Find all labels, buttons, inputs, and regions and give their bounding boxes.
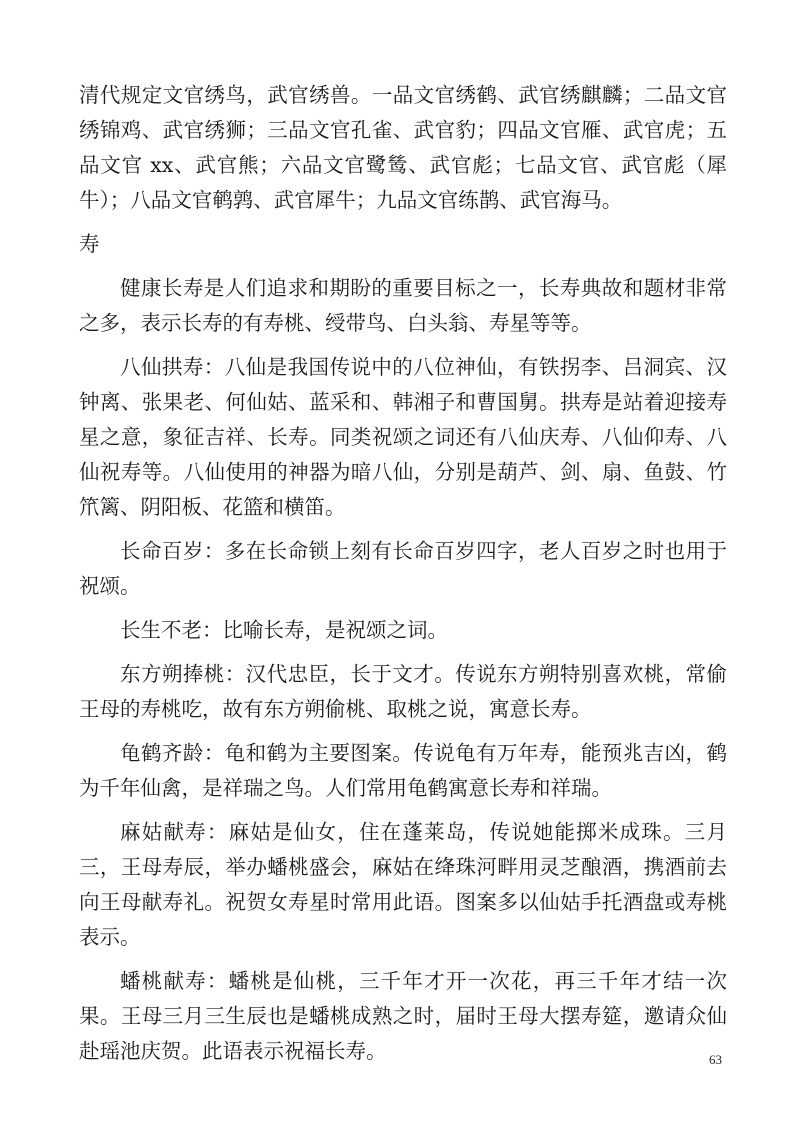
paragraph-magu: 麻姑献寿：麻姑是仙女，住在蓬莱岛，传说她能掷米成珠。三月三，王母寿辰，举办蟠桃盛会，麻姑在绛珠河畔用灵芝酿酒，携酒前去向王母献寿礼。祝贺女寿星时常用此语。图案多以仙姑手托酒盘或寿桃表示。 (79, 820, 727, 949)
section-heading-longevity: 寿 (79, 232, 100, 256)
paragraph-official-insignia: 清代规定文官绣鸟，武官绣兽。一品文官绣鹤、武官绣麒麟；二品文官绣锦鸡、武官绣狮；三品文官孔雀、武官豹；四品文官雁、武官虎；五品文官 xx、武官熊；六品文官鹭鸶、武官彪；七品文官、武官彪（犀牛）；八品文官鹌鹑、武官犀牛；九品文官练鹊、武官海马。 (79, 83, 727, 212)
paragraph-eternal-youth: 长生不老：比喻长寿，是祝颂之词。 (120, 618, 448, 642)
paragraph-dongfang-shuo: 东方朔捧桃：汉代忠臣，长于文才。传说东方朔特别喜欢桃，常偷王母的寿桃吃，故有东方朔偷桃、取桃之说，寓意长寿。 (79, 662, 727, 721)
paragraph-peach-offering: 蟠桃献寿：蟠桃是仙桃，三千年才开一次花，再三千年才结一次果。王母三月三生辰也是蟠桃成熟之时，届时王母大摆寿筵，邀请众仙赴瑶池庆贺。此语表示祝福长寿。 (79, 969, 727, 1063)
paragraph-eight-immortals: 八仙拱寿：八仙是我国传说中的八位神仙，有铁拐李、吕洞宾、汉钟离、张果老、何仙姑、蓝采和、韩湘子和曹国舅。拱寿是站着迎接寿星之意，象征吉祥、长寿。同类祝颂之词还有八仙庆寿、八仙仰寿、八仙祝寿等。八仙使用的神器为暗八仙，分别是葫芦、剑、扇、鱼鼓、竹笊篱、阴阳板、花篮和横笛。 (79, 355, 727, 519)
page-number: 63 (709, 1052, 722, 1067)
paragraph-long-life-hundred-years: 长命百岁：多在长命锁上刻有长命百岁四字，老人百岁之时也用于祝颂。 (79, 539, 727, 598)
paragraph-turtle-crane: 龟鹤齐龄：龟和鹤为主要图案。传说龟有万年寿，能预兆吉凶，鹤为千年仙禽，是祥瑞之鸟。人们常用龟鹤寓意长寿和祥瑞。 (79, 741, 727, 800)
paragraph-longevity-intro: 健康长寿是人们追求和期盼的重要目标之一，长寿典故和题材非常之多，表示长寿的有寿桃、绶带鸟、白头翁、寿星等等。 (79, 276, 727, 335)
document-body (79, 78, 727, 1069)
